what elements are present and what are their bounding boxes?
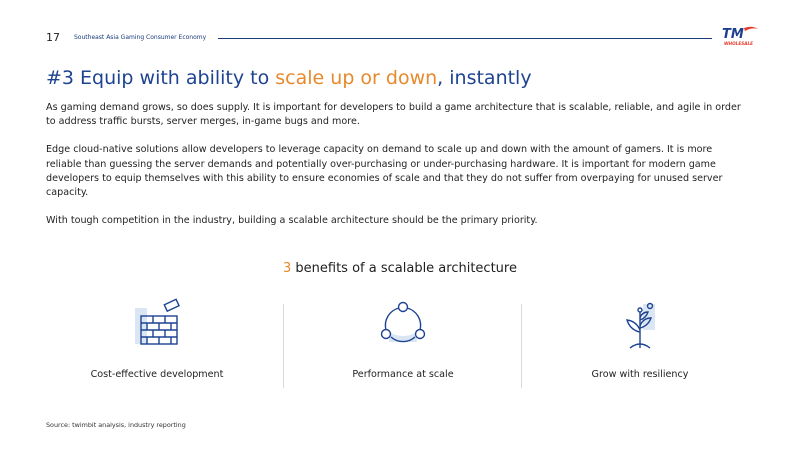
benefit-label: Cost-effective development — [90, 369, 224, 380]
source-note: Source: twimbit analysis, industry reporting — [46, 421, 186, 429]
benefit-divider — [283, 304, 284, 388]
page-number: 17 — [46, 31, 60, 44]
plant-sprout-icon — [610, 296, 670, 352]
body-text — [46, 101, 746, 242]
body-paragraph: Edge cloud-native solutions allow developers to leverage capacity on demand to scale up and down with the amount of gamers. It is more reliable than guessing the server demands and potentially over-purchasing or under-purchasing hardware. It is important for modern game developers to equip themselves with this ability to ensure economies of scale and that they do not suffer from overpaying for unused server capacity. — [46, 144, 723, 199]
benefit-divider — [521, 304, 522, 388]
benefit-resiliency — [525, 296, 755, 380]
benefits-count: 3 — [283, 261, 292, 276]
body-paragraph: With tough competition in the industry, building a scalable architecture should be the primary priority. — [46, 215, 538, 227]
header-divider — [218, 38, 712, 39]
page-title — [46, 67, 532, 89]
report-name: Southeast Asia Gaming Consumer Economy — [74, 34, 207, 41]
benefit-label: Performance at scale — [352, 369, 454, 380]
logo-sub: WHOLESALE — [724, 41, 753, 46]
benefit-performance — [288, 296, 518, 380]
tm-wholesale-logo — [718, 25, 760, 47]
body-paragraph: As gaming demand grows, so does supply. It is important for developers to build a game architecture that is scalable, reliable, and agile in order to address traffic bursts, server merges, in-game bugs and more. — [46, 102, 741, 128]
title-prefix: #3 Equip with ability to — [46, 67, 276, 89]
benefit-cost-effective — [42, 296, 272, 380]
title-suffix: , instantly — [437, 67, 532, 89]
benefits-heading-text: benefits of a scalable architecture — [291, 261, 517, 276]
benefit-label: Grow with resiliency — [591, 369, 689, 380]
benefits-heading — [0, 261, 800, 276]
logo-mark: TM — [722, 27, 744, 42]
brick-wall-icon — [127, 296, 187, 352]
cycle-nodes-icon — [373, 296, 433, 352]
title-highlight: scale up or down — [275, 67, 438, 89]
